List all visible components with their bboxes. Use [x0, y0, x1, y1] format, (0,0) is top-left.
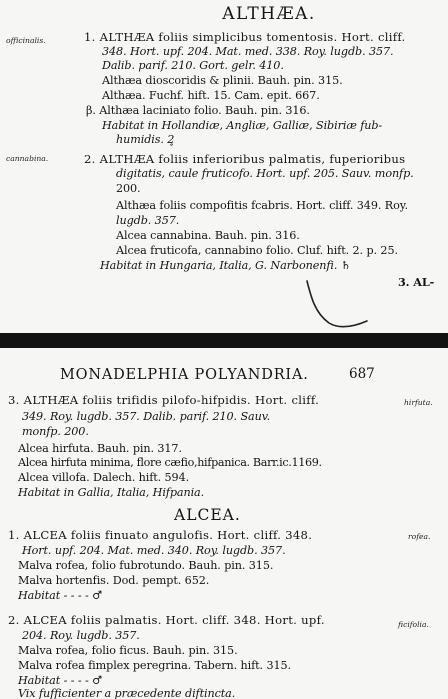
habitat-line: Habitat - - - - ♂	[18, 589, 103, 602]
reference-line: 349. Roy. lugdb. 357. Dalib. parif. 210. Sauv.	[22, 410, 271, 423]
bottom-page-panel	[0, 348, 448, 699]
reference-line: 348. Hort. upf. 204. Mat. med. 338. Roy. lugdb. 357.	[102, 45, 394, 58]
reference-line: monfp. 200.	[22, 425, 89, 438]
species-2-name: 2. ALCEA foliis palmatis. Hort. cliff. 348. Hort. upf.	[8, 613, 325, 627]
margin-note-cannabina: cannabina.	[6, 154, 49, 163]
habitat-line: Habitat in Gallia, Italia, Hifpania.	[18, 486, 205, 499]
synonym-line: Malva rofea fimplex peregrina. Tabern. hift. 315.	[18, 659, 291, 672]
species-1-name: 1. ALTHÆA foliis simplicibus tomentosis. Hort. cliff.	[84, 30, 406, 44]
synonym-line: Malva rofea, folio ficus. Bauh. pin. 315.	[18, 644, 238, 657]
synonym-line: Althæa dioscoridis & plinii. Bauh. pin. 315.	[102, 74, 343, 87]
handwritten-mark	[285, 275, 375, 333]
catchword: 3. AL-	[398, 275, 435, 289]
species-2-name: 2. ALTHÆA foliis inferioribus palmatis, fuperioribus	[84, 152, 406, 166]
habitat-line: Habitat - - - - ♂	[18, 674, 103, 687]
synonym-line: Althæa foliis compofitis fcabris. Hort. cliff. 349. Roy.	[116, 199, 408, 212]
page-number: 687	[349, 366, 375, 382]
synonym-line: Malva rofea, folio fubrotundo. Bauh. pin. 315.	[18, 559, 274, 572]
genus-header: ALTHÆA.	[222, 4, 316, 24]
margin-note-officinalis: officinalis.	[6, 36, 46, 45]
reference-line: Dalib. parif. 210. Gort. gelr. 410.	[102, 59, 284, 72]
reference-line: lugdb. 357.	[116, 214, 180, 227]
reference-line: 200.	[116, 182, 141, 195]
synonym-line: Alcea fruticofa, cannabino folio. Cluf. hift. 2. p. 25.	[116, 244, 398, 257]
habitat-line: Habitat in Hungaria, Italia, G. Narbonenfi. ♄	[100, 259, 351, 272]
reference-line: 204. Roy. lugdb. 357.	[22, 629, 140, 642]
synonym-line: Alcea villofa. Dalech. hift. 594.	[18, 471, 190, 484]
variety-line: β. Althæa laciniato folio. Bauh. pin. 316.	[86, 104, 310, 117]
species-1-name: 1. ALCEA foliis finuato angulofis. Hort. cliff. 348.	[8, 528, 313, 542]
synonym-line: Alcea hirfuta minima, flore cæfio,hifpanica. Barr.ic.1169.	[18, 456, 322, 469]
synonym-line: Alcea cannabina. Bauh. pin. 316.	[116, 229, 300, 242]
synonym-line: Alcea hirfuta. Bauh. pin. 317.	[18, 442, 182, 455]
top-page-panel	[0, 0, 448, 333]
habitat-line: Habitat in Hollandiæ, Angliæ, Galliæ, Sibiriæ fub-	[102, 119, 383, 132]
margin-note-hirsuta: hirfuta.	[404, 398, 433, 407]
running-header: MONADELPHIA POLYANDRIA.	[60, 367, 309, 383]
reference-line: digitatis, caule fruticofo. Hort. upf. 205. Sauv. monfp.	[116, 167, 414, 180]
page-divider	[0, 333, 448, 348]
note-line: Vix fufficienter a præcedente diftincta.	[18, 687, 236, 699]
genus-header: ALCEA.	[174, 506, 241, 524]
margin-note-rosea: rofea.	[408, 532, 431, 541]
margin-note-ficifolia: ficifolia.	[398, 620, 429, 629]
reference-line: Hort. upf. 204. Mat. med. 340. Roy. lugdb. 357.	[22, 544, 286, 557]
habitat-line-continued: humidis. 2̥	[116, 133, 175, 146]
species-3-name: 3. ALTHÆA foliis trifidis pilofo-hifpidis. Hort. cliff.	[8, 393, 320, 407]
synonym-line: Malva hortenfis. Dod. pempt. 652.	[18, 574, 210, 587]
synonym-line: Althæa. Fuchf. hift. 15. Cam. epit. 667.	[102, 89, 320, 102]
